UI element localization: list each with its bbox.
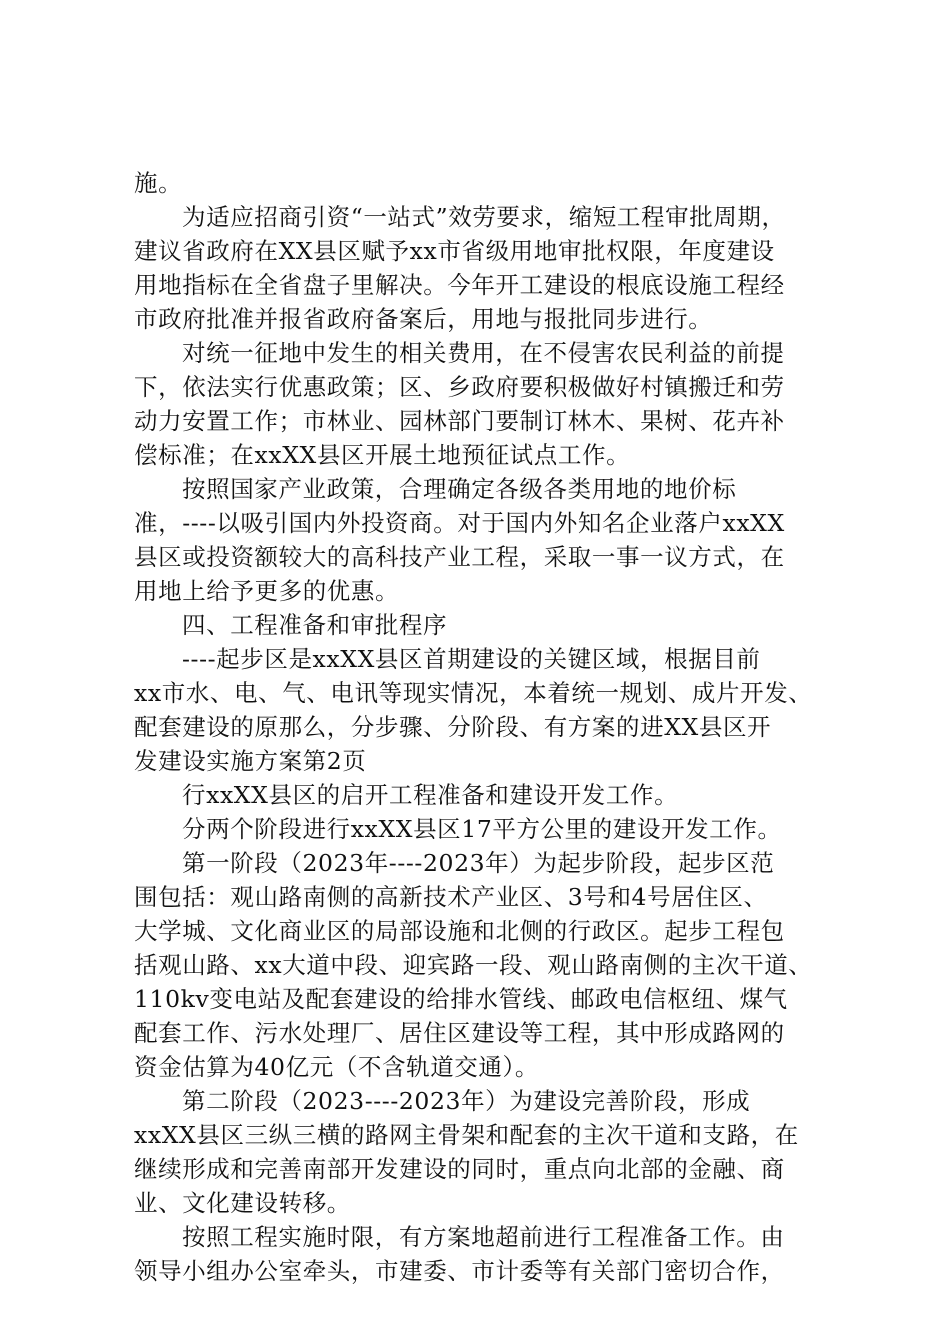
text-line: 施。 — [134, 169, 183, 197]
text-line: 用地指标在全省盘子里解决。今年开工建设的根底设施工程经 — [134, 271, 785, 299]
text-line: 配套工作、污水处理厂、居住区建设等工程，其中形成路网的 — [134, 1019, 785, 1047]
text-line: xx市水、电、气、电讯等现实情况，本着统一规划、成片开发、 — [134, 679, 813, 707]
text-line: 按照工程实施时限，有方案地超前进行工程准备工作。由 — [182, 1223, 785, 1251]
text-line: 市政府批准并报省政府备案后，用地与报批同步进行。 — [134, 305, 713, 333]
text-line: xxXX县区三纵三横的路网主骨架和配套的主次干道和支路，在 — [134, 1121, 799, 1149]
text-line: 行xxXX县区的启开工程准备和建设开发工作。 — [182, 781, 679, 809]
text-line: 第一阶段（2023年----2023年）为起步阶段，起步区范 — [182, 849, 775, 877]
text-line: 业、文化建设转移。 — [134, 1189, 351, 1217]
text-line: 110kv变电站及配套建设的给排水管线、邮政电信枢纽、煤气 — [134, 985, 788, 1013]
text-line: 下，依法实行优惠政策；区、乡政府要积极做好村镇搬迁和劳 — [134, 373, 785, 401]
text-line: 资金估算为40亿元（不含轨道交通）。 — [134, 1053, 539, 1081]
text-line: 括观山路、xx大道中段、迎宾路一段、观山路南侧的主次干道、 — [134, 951, 813, 979]
text-line: 建议省政府在XX县区赋予xx市省级用地审批权限，年度建设 — [134, 237, 775, 265]
text-line: 动力安置工作；市林业、园林部门要制订林木、果树、花卉补 — [134, 407, 785, 435]
text-line: 围包括：观山路南侧的高新技术产业区、3号和4号居住区、 — [134, 883, 768, 911]
document-body — [134, 166, 834, 1288]
text-line: 按照国家产业政策，合理确定各级各类用地的地价标 — [182, 475, 737, 503]
text-line: 对统一征地中发生的相关费用，在不侵害农民利益的前提 — [182, 339, 785, 367]
text-line: 分两个阶段进行xxXX县区17平方公里的建设开发工作。 — [182, 815, 782, 843]
text-line: 大学城、文化商业区的局部设施和北侧的行政区。起步工程包 — [134, 917, 785, 945]
text-line: 领导小组办公室牵头，市建委、市计委等有关部门密切合作， — [134, 1257, 785, 1285]
text-line: 偿标准；在xxXX县区开展土地预征试点工作。 — [134, 441, 631, 469]
text-line: 配套建设的原那么，分步骤、分阶段、有方案的进XX县区开 — [134, 713, 772, 741]
text-line: 第二阶段（2023----2023年）为建设完善阶段，形成 — [182, 1087, 751, 1115]
text-line: 准，----以吸引国内外投资商。对于国内外知名企业落户xxXX — [134, 509, 785, 537]
text-line: 发建设实施方案第2页 — [134, 747, 367, 775]
text-line: 用地上给予更多的优惠。 — [134, 577, 400, 605]
text-line: 县区或投资额较大的高科技产业工程，采取一事一议方式，在 — [134, 543, 785, 571]
text-line: 为适应招商引资“一站式”效劳要求，缩短工程审批周期， — [182, 203, 786, 231]
text-line: 四、工程准备和审批程序 — [182, 611, 448, 639]
text-line: ----起步区是xxXX县区首期建设的关键区域，根据目前 — [182, 645, 761, 673]
text-line: 继续形成和完善南部开发建设的同时，重点向北部的金融、商 — [134, 1155, 785, 1183]
